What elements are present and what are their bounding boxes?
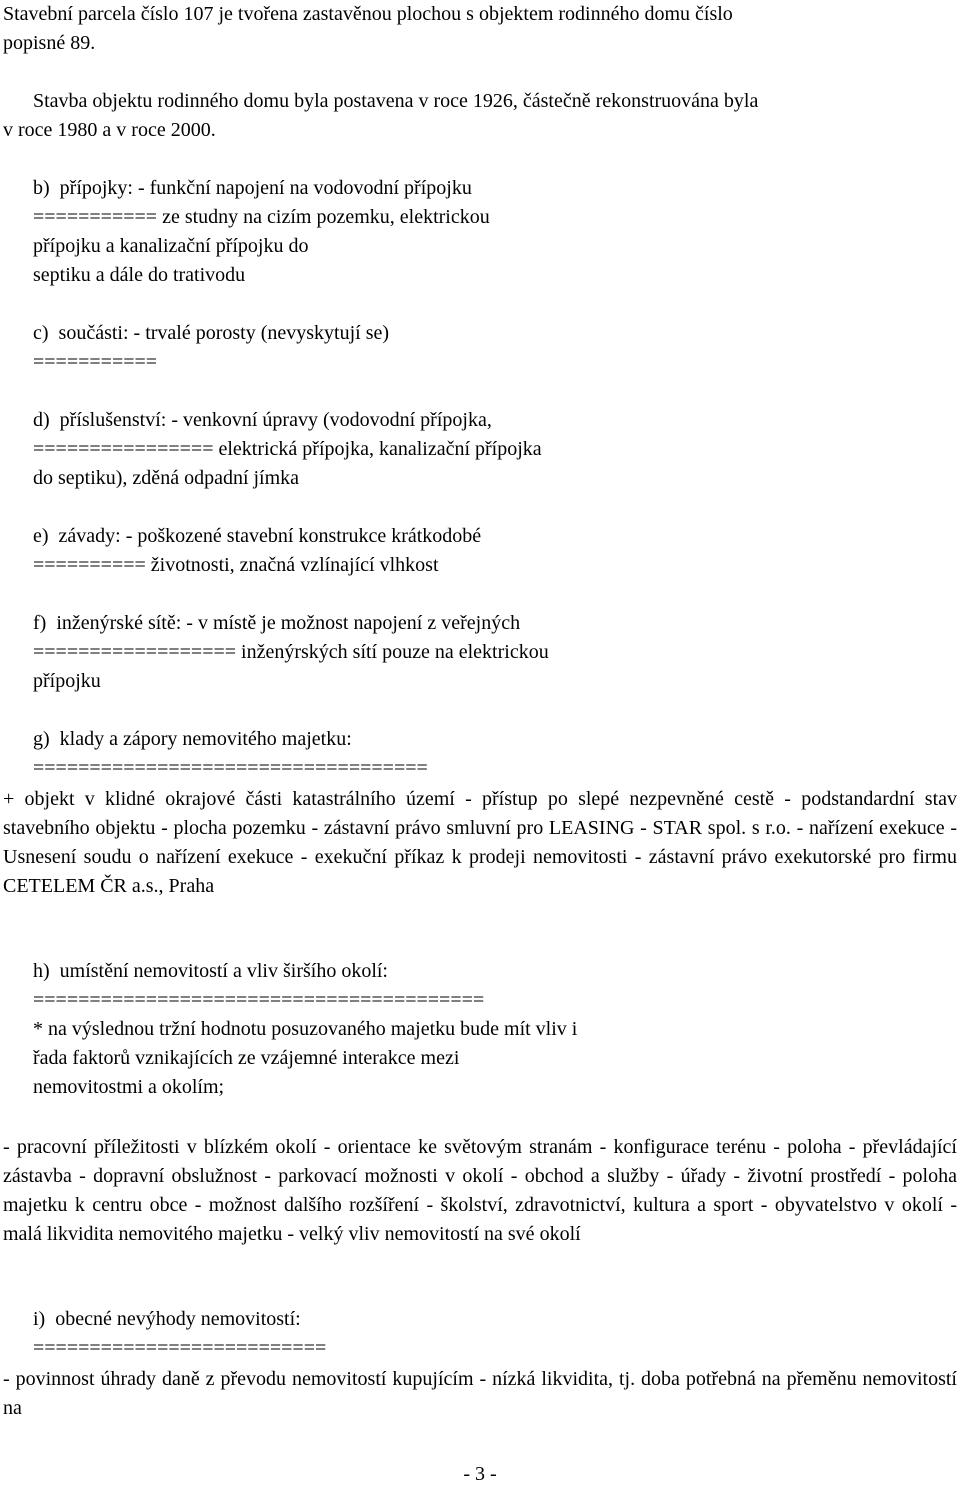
section-e-line-2: ========== životnosti, značná vzlínající vlhkost [33,554,439,576]
section-g-underline: =================================== [33,757,428,779]
section-f-line-2: ================== inženýrských sítí pouze na elektrickou [33,641,549,663]
section-d-line-2: ================ elektrická přípojka, kanalizační přípojka [33,438,542,460]
section-f-line-3: přípojku [33,670,101,692]
section-i-heading: i) obecné nevýhody nemovitostí: [33,1308,301,1330]
section-h-underline: ======================================== [33,989,485,1011]
section-g-heading: g) klady a zápory nemovitého majetku: [33,728,352,750]
section-f-line-1: f) inženýrské sítě: - v místě je možnost napojení z veřejných [33,612,521,634]
section-e-line-1: e) závady: - poškozené stavební konstrukce krátkodobé [33,525,482,547]
intro-line-2: popisné 89. [3,32,96,54]
intro-line-4: v roce 1980 a v roce 2000. [3,119,216,141]
intro-line-1: Stavební parcela číslo 107 je tvořena zastavěnou plochou s objektem rodinného domu číslo [3,3,733,25]
section-c-line-2: =========== [33,351,158,373]
section-b-line-1: b) přípojky: - funkční napojení na vodovodní přípojku [33,177,472,199]
section-d-line-3: do septiku), zděná odpadní jímka [33,467,300,489]
section-c-line-1: c) součásti: - trvalé porosty (nevyskytují se) [33,322,390,344]
section-i-body: - povinnost úhrady daně z převodu nemovitostí kupujícím - nízká likvidita, tj. doba potřebná na přeměnu nemovitostí na [3,1368,957,1419]
section-h-line-3: nemovitostmi a okolím; [33,1076,225,1098]
section-h-body: - pracovní příležitosti v blízkém okolí - orientace ke světovým stranám - konfigurace terénu - poloha - převládající zástavba - dopravní obslužnost - parkovací možnosti v okolí - obchod a služby - úřady - životní prostředí - poloha majetku k centru obce - možnost dalšího rozšíření - školství, zdravotnictví, kultura a sport - obyvatelstvo v okolí - malá likvidita nemovitého majetku - velký vliv nemovitostí na své okolí [3,1136,957,1245]
section-b-line-2: =========== ze studny na cizím pozemku, elektrickou [33,206,490,228]
section-h-line-2: řada faktorů vznikajících ze vzájemné interakce mezi [33,1047,460,1069]
section-d-line-1: d) příslušenství: - venkovní úpravy (vodovodní přípojka, [33,409,492,431]
section-h-line-1: * na výslednou tržní hodnotu posuzovaného majetku bude mít vliv i [33,1018,578,1040]
section-i-underline: ========================== [33,1337,327,1359]
section-b-line-3: přípojku a kanalizační přípojku do [33,235,309,257]
section-g-body: + objekt v klidné okrajové části katastrálního území - přístup po slepé nezpevněné cestě - podstandardní stav stavebního objektu - plocha pozemku - zástavní právo smluvní pro LEASING - STAR spol. s r.o. - nařízení exekuce - Usnesení soudu o nařízení exekuce - exekuční příkaz k prodeji nemovitosti - zástavní právo exekutorské pro firmu CETELEM ČR a.s., Praha [3,788,957,897]
intro-line-3: Stavba objektu rodinného domu byla postavena v roce 1926, částečně rekonstruována byla [33,90,759,112]
section-b-line-4: septiku a dále do trativodu [33,264,246,286]
page-number: - 3 - [463,1463,497,1485]
section-h-heading: h) umístění nemovitostí a vliv širšího okolí: [33,960,388,982]
